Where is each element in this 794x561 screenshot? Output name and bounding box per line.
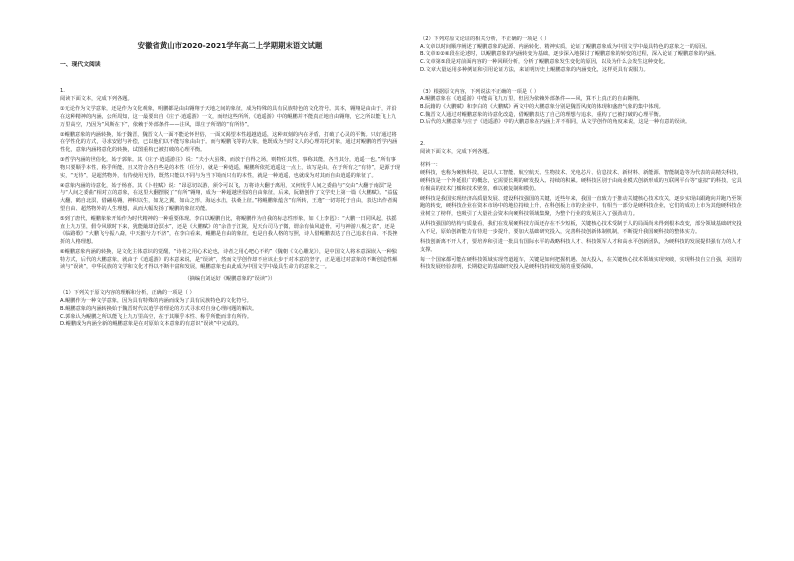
passage-paragraph: ③哲学内涵的世俗化，始于郭象。其《庄子·逍遥游注》说：“夫小大虽殊，而放于自得之场，则物任其性，事称其能，各当其分，逍遥一也。”所有事物只要顺乎本性，称乎所能，且又符合各自些是的本性（任分），就是一种逍遥，鲲鹏所依托逍遥这一点上，该写是由，在于所有之“有待”，是源于现实，“无待”，是超然物外，有待使用无待，既然只能以不同与为当下境而只有的本性，就是一种逍遥，也就成为对其而自由逍遥的象征了。 [60,157,400,179]
question-stem: （1）下列关于原文内容的理解和分析，正确的一项是（ ） [60,289,195,296]
passage-source: （摘编自刘运好《鲲鹏意象的“误读”》） [184,275,276,282]
choice-c: C.郭象认为鲲鹏之所以能飞上九万里高空，在于其顺乎本性、称乎所能而非有所待。 [60,313,253,320]
left-column [60,34,400,544]
passage-paragraph: ⑤到了唐代，鲲鹏象象开始作为时代精神的一种重要体现。李白以鲲鹏自比，将鲲鹏作为自我的标志性形象，如《上李邕》：“大鹏一日同风起，扶摇直上九万里，假令风歇时下来，犹能簸却沧溟水”，还是《大鹏赋》的“余昔于江陵，见天台司马子微，谓余有仙风道骨，可与神游八极之表”，还是《临路歌》“大鹏飞兮振八裔，中天摧兮力不济”，在李白看来，鲲鹏是自由的象征，也是自我人格的写照，诗人借鲲鹏表达了自己追求自由、不畏挫折的人格理想。 [60,215,398,245]
passage-paragraph: ②鲲鹏意象的内涵转换，始于魏晋，魏晋文人一面不能论怀世俗，一面又渴望本性超越逍遥，这种双刻的内在矛盾，打破了心灵的平衡。只好通过将在学性化的方式，寻求安慰与补偿，已以他们以不能写象由由于。而与鲲鹏飞等的大象，他既成为当时文人的心理寄托对象，通过对鲲鹏的哲学内涵性化，意象内涵将意化的转换，试图重构已被打破的心理平衡。 [60,131,398,153]
question-number: 1. [60,88,65,94]
exam-title: 安徽省黄山市2020-2021学年高二上学期期末语文试题 [137,41,323,50]
choice-d: D.文章大量运用多种例证和引用论证方法，来证明历史上鲲鹏意象的内涵变化，这样更具有说服力。 [420,66,649,73]
choice-b: B.阮籍的《大鹏赋》和李白的《大鹏赋》两文中的大鹏意象分别是魏晋风度的体现和盛唐气象的集中体现。 [420,103,664,110]
passage-paragraph: ①无论作为文学意象，还是作为文化观象，明鹏都是由由翱翔于天地之间的象征，成为特殊的具有民族特色的文化符号。其本，翱翔是由由于，并沿在这种精神的内涵，公所周知，这一最要出自《庄子·逍遥游》一文，而经这些所所，《逍遥游》中的鲲鹏并不能真正地自由翱翔，它之所以能飞上九万里高空，乃因为“风斯在下”，依赖于外部条件——注风，即庄子所谓的“有所待”。 [60,106,397,128]
question-number: 2. [420,141,425,148]
choice-a: A.鲲鹏意象在《逍遥游》中能高飞九万里，但因为依赖外部条件——风，算不上真正的自由翱翔。 [420,96,643,103]
passage-paragraph: 每一个国家都可能在硬科技领域实现弯道超车，关键是如何把握机遇、加大投入，在关键核心技术领域实现突破，实现科技自立自强，美国的科技发展经验表明，长期稳定的基础研究投入是硬科技持续发展的重要保障。 [420,256,742,271]
question-intro: 阅读下面文本，完成下列各题。 [420,148,493,155]
choice-d: D.后代的大鹏意象与庄子《逍遥游》中的大鹏意象在内涵上并不相同，从文学创作的角度来说，这是一种有意的误读。 [420,119,691,126]
choice-b: B.鲲鹏意象的内涵转换始于魏晋时代以逍学者理论的方式寻求对自身心理问题的解决。 [60,305,258,312]
passage-paragraph: 科技创新离不开人才，要培养和引进一批具有国际水平的战略科技人才、科技领军人才和高水平创新团队，为硬科技的发展提供强有力的人才支撑。 [420,238,742,253]
passage-paragraph: ④意象内涵的诗意化，始于杨喜。其《卜桂赋》说：“昂忍切以游，须令可以飞，万将诗大翻于离用，又何忧乎人间之委曲与“交由”大翻于南溟”是与“人间之委曲”相对立的意象，在这里大翻摆脱了“有所”翱翔，成为一种超越世俗的自由象征，后来，阮籍创作了文学史上第一篇《大鹏赋》。“益猛大翻，鹤自北溟，借翩易翱，神积以生，如龙之翼，如山之形，海运水击，扶桑上征。”将鲲鹏象蕴含“有所转，王逸”一切寄托于自由，表达出作者渴望自由、超然物外的人生理想，从而大幅发扬了鲲鹏的象征功能。 [60,182,398,212]
question-stem: （2）下列对原文论证的相关分析，不正确的一项是（ ） [420,36,550,42]
material-label: 材料一： [420,162,441,169]
question-intro: 阅读下面文本，完成下列各题。 [60,96,133,102]
choice-a: A.文章以时间顺序阐述了鲲鹏意象的起源、内涵转化、精神实质，论证了鲲鹏意象成为中国文学中最具特色的意象之一的原因。 [420,43,711,50]
question-stem: （3）根据原文内容，下列说法不正确的一项是（ ） [420,88,540,95]
passage-paragraph: 从科技强国的结构与质量看，我们在发展硬科技方面还存在不少短板，关键核心技术受制于人的局面尚未得到根本改变，部分领域基础研究投入不足，原始创新能力有待进一步提升，要加大基础研究投入，完善科技创新体制机制，不断提升我国硬科技的整体实力。 [420,221,742,235]
choice-c: C.文章第⑤段是对前面内容的一种回顾分析，分析了鲲鹏意象发生变化的原因，以及为什么会发生这种变化。 [420,59,669,66]
passage-paragraph: ⑥鲲鹏意象内涵的转换，是文化主体意识的觉醒，“诗者之用心术论也，诗者之用心吧心不约”（魏朝《文心雕龙》），是中国文人将本意深嵌入一种独特方式，后代的大鹏意象，就由于《逍遥游》的本意来说，是“误读”，然而文学创作却不应该止步于对本意的坚守，正是通过对意象的不断创造性解读与“误读”，中华民族的文学和文化才得以不断丰富和发展，鲲鹏意象也由此成为中国文学中最具生命力的意象之一。 [60,249,398,271]
passage-paragraph: 硬科技是我国实现经济高质量发展、建设科技强国的关键，近些年来，我国一直致力于推动关键核心技术攻关，逐步实现由跟跑向并跑乃至领跑的转变，硬科技企业在资本市场中的地位持续上升，在科创板上市的企业中，有相当一部分是硬科技企业，它们的成功上市为其他硬科技企业树立了榜样，也吸引了大量社会资本向硬科技领域集聚，为整个行业的发展注入了强劲动力。 [420,195,742,218]
right-column [420,36,745,554]
choice-a: A.鲲鹏作为一种文学意象，因为具有特殊的内涵而成为了具有民族特色的文化符号。 [60,298,252,305]
choice-b: B.文章①②⑥段在论述时，以鲲鹏意象的内涵转变为基础，逐步深入地探讨了鲲鹏意象的转变的过程，深入论证了鲲鹏意象的内涵。 [420,51,720,58]
section-heading: 一、现代文阅读 [60,62,101,68]
choice-d: D.鲲鹏成为内涵全新的鲲鹏意象是在对原始文本意象的有意识“误读”中完成的。 [60,321,243,328]
choice-c: C.魏晋文人通过对鲲鹏意象的诗意化改造，借鲲鹏表达了自己的理想与追求，重构了已被打破的心理平衡。 [420,111,664,118]
passage-paragraph: 硬科技，也称为硬核科技，是以人工智能、航空航天、生物技术、光电芯片、信息技术、新材料、新能源、智能制造等为代表的高精尖科技，硬科技是一个外延很广的概念，它需要长期的研发投入、持续的积累。硬科技区别于由商业模式创新形成的互联网平台等“虚拟”的科技，它具有极高的技术门槛和技术壁垒，难以被复制和模仿。 [420,170,742,192]
